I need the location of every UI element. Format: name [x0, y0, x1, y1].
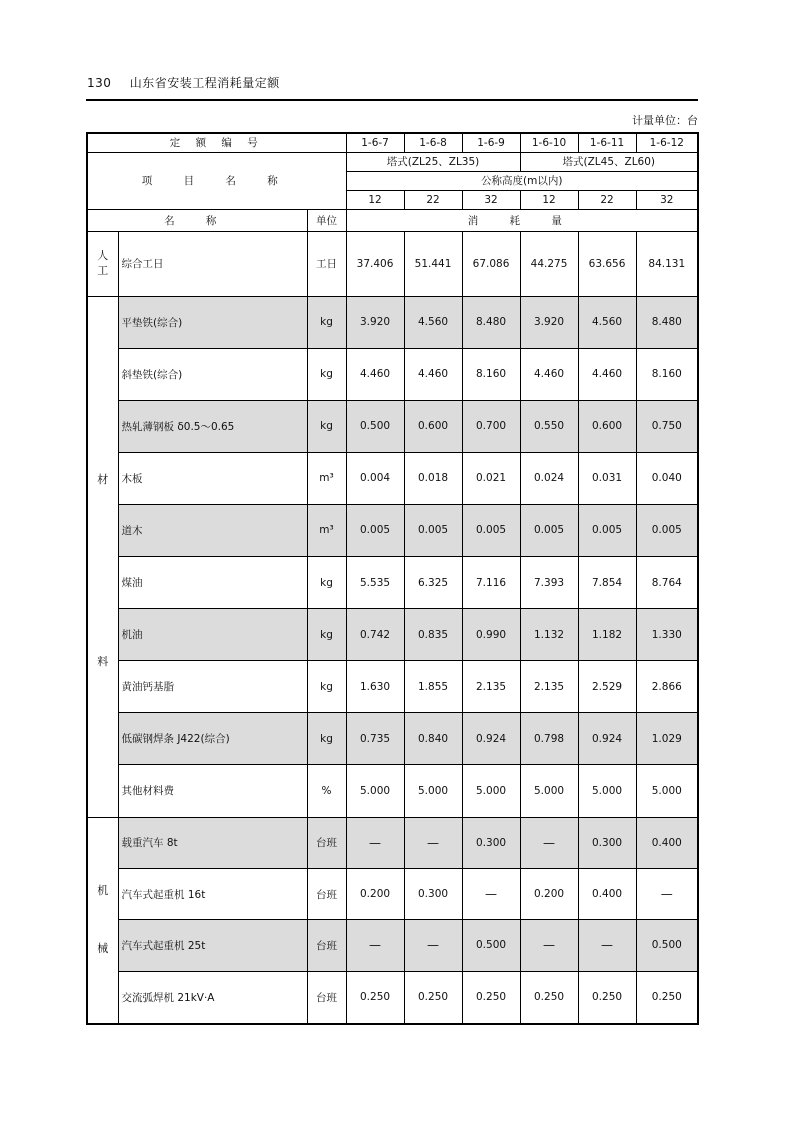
table-row	[87, 504, 698, 556]
consumption-value: 0.005	[578, 504, 636, 556]
item-unit: 工日	[307, 231, 346, 296]
consumption-value: 0.040	[636, 452, 698, 504]
item-name: 机油	[118, 609, 307, 661]
item-name: 其他材料费	[118, 765, 307, 817]
table-row	[87, 452, 698, 504]
labor-category	[87, 231, 118, 296]
consumption-value: 0.005	[404, 504, 462, 556]
item-name: 煤油	[118, 556, 307, 608]
item-unit: 台班	[307, 817, 346, 868]
item-unit: 台班	[307, 920, 346, 971]
table-row	[87, 556, 698, 608]
consumption-value: 2.135	[462, 661, 520, 713]
consumption-value: 0.600	[404, 400, 462, 452]
consumption-value: 0.500	[346, 400, 404, 452]
table-row	[87, 713, 698, 765]
consumption-value: 4.460	[520, 348, 578, 400]
item-unit: m³	[307, 452, 346, 504]
consumption-value: 0.924	[578, 713, 636, 765]
consumption-value: 4.460	[404, 348, 462, 400]
consumption-value: 0.840	[404, 713, 462, 765]
page-header	[87, 74, 280, 91]
consumption-value: 0.021	[462, 452, 520, 504]
consumption-value: 3.920	[520, 296, 578, 348]
machinery-category-bottom: 械	[97, 941, 109, 955]
machinery-category	[87, 817, 118, 1024]
consumption-value: —	[520, 920, 578, 971]
consumption-value: —	[636, 868, 698, 919]
consumption-value: 5.000	[404, 765, 462, 817]
consumption-value: 0.400	[578, 868, 636, 919]
consumption-value: 0.005	[462, 504, 520, 556]
group-label: 塔式(ZL25、ZL35)	[346, 152, 520, 171]
item-name: 载重汽车 8t	[118, 817, 307, 868]
consumption-value: 0.750	[636, 400, 698, 452]
consumption-value: 37.406	[346, 231, 404, 296]
table-row	[87, 971, 698, 1023]
item-name: 木板	[118, 452, 307, 504]
table-row	[87, 868, 698, 919]
consumption-value: 7.854	[578, 556, 636, 608]
col-unit-header: 单位	[307, 209, 346, 231]
table-row	[87, 765, 698, 817]
consumption-value: 0.835	[404, 609, 462, 661]
height-value: 22	[404, 190, 462, 209]
header-rule	[86, 99, 698, 101]
item-name: 汽车式起重机 25t	[118, 920, 307, 971]
consumption-value: 0.200	[346, 868, 404, 919]
consumption-value: 0.990	[462, 609, 520, 661]
height-label: 公称高度(m以内)	[346, 171, 698, 190]
consumption-value: 4.560	[578, 296, 636, 348]
consumption-value: 8.480	[462, 296, 520, 348]
consumption-value: 4.460	[346, 348, 404, 400]
quota-code: 1-6-9	[462, 133, 520, 152]
consumption-value: 63.656	[578, 231, 636, 296]
consumption-value: —	[462, 868, 520, 919]
consumption-value: 0.250	[636, 971, 698, 1023]
consumption-value: 5.000	[520, 765, 578, 817]
quota-code-label: 定 额 编 号	[87, 133, 346, 152]
quota-code: 1-6-11	[578, 133, 636, 152]
consumption-value: —	[520, 817, 578, 868]
consumption-value: 0.005	[346, 504, 404, 556]
consumption-value: 2.866	[636, 661, 698, 713]
table-row	[87, 296, 698, 348]
table-row	[87, 348, 698, 400]
consumption-value: —	[578, 920, 636, 971]
consumption-value: 0.924	[462, 713, 520, 765]
group-label: 塔式(ZL45、ZL60)	[520, 152, 698, 171]
item-unit: kg	[307, 661, 346, 713]
consumption-value: 0.005	[520, 504, 578, 556]
consumption-value: 0.300	[404, 868, 462, 919]
table-row	[87, 231, 698, 296]
item-unit: kg	[307, 296, 346, 348]
item-unit: kg	[307, 400, 346, 452]
table-row	[87, 920, 698, 971]
quota-code: 1-6-12	[636, 133, 698, 152]
consumption-value: 0.004	[346, 452, 404, 504]
book-title: 山东省安装工程消耗量定额	[129, 76, 280, 90]
code-row	[87, 133, 698, 152]
consumption-value: 67.086	[462, 231, 520, 296]
consumption-value: 0.742	[346, 609, 404, 661]
consumption-value: 0.500	[636, 920, 698, 971]
consumption-value: 0.200	[520, 868, 578, 919]
consumption-value: 7.116	[462, 556, 520, 608]
consumption-value: 4.560	[404, 296, 462, 348]
materials-category-bottom: 料	[97, 654, 109, 668]
height-value: 32	[462, 190, 520, 209]
consumption-value: 0.735	[346, 713, 404, 765]
item-unit: kg	[307, 556, 346, 608]
item-unit: 台班	[307, 868, 346, 919]
consumption-value: —	[346, 817, 404, 868]
consumption-value: 8.480	[636, 296, 698, 348]
consumption-value: 0.500	[462, 920, 520, 971]
consumption-value: 7.393	[520, 556, 578, 608]
consumption-value: 0.798	[520, 713, 578, 765]
consumption-value: 0.024	[520, 452, 578, 504]
consumption-value: 1.029	[636, 713, 698, 765]
consumption-value: 0.250	[462, 971, 520, 1023]
consumption-value: 1.182	[578, 609, 636, 661]
table-row	[87, 609, 698, 661]
item-unit: kg	[307, 713, 346, 765]
consumption-value: 5.535	[346, 556, 404, 608]
consumption-value: —	[404, 817, 462, 868]
consumption-value: 84.131	[636, 231, 698, 296]
consumption-value: 44.275	[520, 231, 578, 296]
consumption-value: 2.135	[520, 661, 578, 713]
col-consumption-header: 消 耗 量	[346, 209, 698, 231]
item-name: 斜垫铁(综合)	[118, 348, 307, 400]
height-value: 32	[636, 190, 698, 209]
consumption-value: 0.250	[404, 971, 462, 1023]
quota-table	[86, 132, 699, 1025]
consumption-value: 5.000	[462, 765, 520, 817]
consumption-value: 0.250	[346, 971, 404, 1023]
labor-category-label: 人工	[97, 249, 109, 277]
consumption-value: 5.000	[636, 765, 698, 817]
consumption-value: 0.700	[462, 400, 520, 452]
item-unit: kg	[307, 609, 346, 661]
consumption-value: —	[346, 920, 404, 971]
item-name: 道木	[118, 504, 307, 556]
consumption-value: 0.300	[578, 817, 636, 868]
column-header-row	[87, 209, 698, 231]
col-name-header: 名 称	[87, 209, 307, 231]
item-name: 交流弧焊机 21kV·A	[118, 971, 307, 1023]
consumption-value: 1.630	[346, 661, 404, 713]
quota-code: 1-6-10	[520, 133, 578, 152]
consumption-value: 5.000	[578, 765, 636, 817]
consumption-value: 51.441	[404, 231, 462, 296]
item-name: 低碳钢焊条 J422(综合)	[118, 713, 307, 765]
item-unit: 台班	[307, 971, 346, 1023]
table-row	[87, 661, 698, 713]
item-unit: %	[307, 765, 346, 817]
height-value: 12	[520, 190, 578, 209]
consumption-value: 5.000	[346, 765, 404, 817]
item-name: 平垫铁(综合)	[118, 296, 307, 348]
consumption-value: 4.460	[578, 348, 636, 400]
materials-category	[87, 296, 118, 817]
consumption-value: 0.250	[578, 971, 636, 1023]
height-value: 12	[346, 190, 404, 209]
table-row	[87, 817, 698, 868]
group-row	[87, 152, 698, 171]
quota-code: 1-6-7	[346, 133, 404, 152]
item-name: 汽车式起重机 16t	[118, 868, 307, 919]
consumption-value: 0.018	[404, 452, 462, 504]
item-name-label: 项 目 名 称	[87, 152, 346, 209]
item-unit: m³	[307, 504, 346, 556]
consumption-value: 0.600	[578, 400, 636, 452]
consumption-value: 1.330	[636, 609, 698, 661]
consumption-value: 8.160	[462, 348, 520, 400]
consumption-value: 1.855	[404, 661, 462, 713]
height-value: 22	[578, 190, 636, 209]
item-name: 综合工日	[118, 231, 307, 296]
page-number: 130	[87, 76, 112, 90]
item-name: 热轧薄钢板 δ0.5～0.65	[118, 400, 307, 452]
machinery-category-label	[88, 818, 118, 1023]
consumption-value: 3.920	[346, 296, 404, 348]
materials-category-top: 材	[97, 472, 109, 486]
materials-category-label	[88, 297, 118, 817]
consumption-value: 1.132	[520, 609, 578, 661]
consumption-value: 8.160	[636, 348, 698, 400]
consumption-value: 0.550	[520, 400, 578, 452]
machinery-category-top: 机	[97, 883, 109, 897]
consumption-value: —	[404, 920, 462, 971]
consumption-value: 0.400	[636, 817, 698, 868]
consumption-value: 6.325	[404, 556, 462, 608]
consumption-value: 0.005	[636, 504, 698, 556]
consumption-value: 8.764	[636, 556, 698, 608]
unit-note: 计量单位：台	[632, 114, 698, 127]
consumption-value: 0.031	[578, 452, 636, 504]
consumption-value: 0.300	[462, 817, 520, 868]
quota-code: 1-6-8	[404, 133, 462, 152]
consumption-value: 0.250	[520, 971, 578, 1023]
item-unit: kg	[307, 348, 346, 400]
item-name: 黄油钙基脂	[118, 661, 307, 713]
consumption-value: 2.529	[578, 661, 636, 713]
table-row	[87, 400, 698, 452]
